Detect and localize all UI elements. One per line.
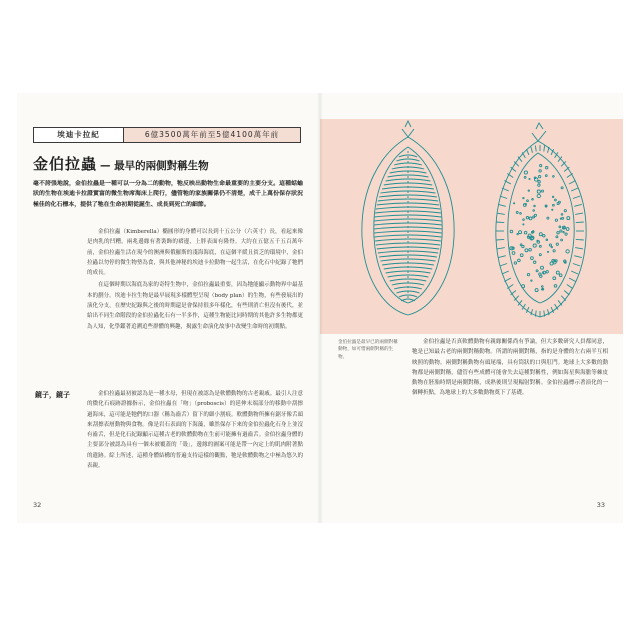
texture-dot	[529, 178, 530, 179]
body-paragraph-1: 金伯拉蟲（Kimberella）橢圓形的身體可以長到十五公分（六英寸）長，看起來像是肉乳的凹糟，兩兆邊緣有著裝飾的褶邊，上胖表面有隆脊。大約在五億五千五百萬年前，金伯拉蟲生活在現今的澳洲與俄羅斯的淺海海底，在這個平緩且貧乏的環境中，金伯拉蟲以勿停的微生物墊為食，與其他神秘的埃迪卡拉動物一起生活，在化石中紀錄了牠們的成長。	[87, 229, 303, 277]
body-paragraph-3: 金伯拉蟲最初被認為是一種水母，但現在被認為是軟體動物的古老親戚。最引人注意的微化石痕跡證據指示，金伯拉蟲在「吻」（proboscis）的延伸末端部分的移動中刮擦過海床，這可能是牠們的口器（稱為齒舌）留下的細小割痕。軟體動物所擁有鋸牙像舌頭來刮擦表層動物與食物。像是岩石表面的下海藻，雖然保存下來的金伯拉蟲化石身上並沒有齒舌，但是化石紀錄顯示這種古老的軟體動物在生前可能擁有過齒舌。金伯拉蟲身體的主要部分被認為具有一個未被覆蓋的「殼」，邊緣的圖案可能是帶一內定上的肌肉附著點的遺跡。綜上所述，這種身體結構的普遍支持這樣的觀點，牠是軟體動物之中極為悠久的表親。	[87, 391, 303, 470]
texture-dot	[531, 280, 532, 281]
frill-line	[576, 239, 584, 240]
frill-line	[502, 271, 509, 274]
era-name: 埃迪卡拉紀	[34, 128, 124, 142]
title-subtitle: — 最早的兩側對稱生物	[100, 160, 209, 172]
texture-dot	[529, 217, 532, 220]
texture-dot	[554, 285, 557, 288]
book-spread	[17, 93, 623, 523]
frill-line	[526, 149, 529, 155]
texture-dot	[558, 201, 560, 203]
texture-dot	[542, 190, 544, 192]
texture-dot	[540, 165, 542, 167]
texture-dot	[527, 200, 529, 202]
texture-dot	[539, 233, 542, 236]
rib-line	[396, 159, 419, 161]
texture-dot	[524, 177, 526, 179]
texture-dot	[537, 190, 540, 193]
texture-dot	[520, 213, 522, 215]
texture-dot	[556, 243, 558, 245]
texture-dot	[564, 227, 566, 229]
texture-dot	[536, 270, 538, 272]
texture-dot	[534, 205, 536, 207]
frill-line	[561, 296, 566, 301]
texture-dot	[523, 197, 524, 198]
frill-line	[571, 188, 578, 191]
page-number-left: 32	[33, 501, 42, 509]
book-gutter	[317, 93, 323, 523]
texture-dot	[563, 232, 564, 233]
texture-dot	[517, 233, 518, 234]
left-page	[17, 93, 320, 523]
texture-dot	[528, 190, 529, 191]
texture-dot	[565, 233, 567, 235]
right-body-paragraph: 金伯拉蟲是否真軟體動物有親緣關係尚有爭論，但大多數研究人員都同意，牠是已知最古老的兩側對稱動物。所謂的兩側對稱，指的是身體的左右兩半互相映照的動物。兩側對稱動物有頭尾端，具有筒狀的口與肛門。地球上大多數的動物都是兩側對稱，儘管有些成體可能會失去這種對稱性，例如海星與海膽等棘皮動物在胚胎時期是兩側對稱，成熟後則呈現輻射對稱。金伯拉蟲標示著演化的一個轉折點，為地球上的大多數動物奠下了基礎。	[412, 339, 608, 397]
frill-line	[497, 213, 505, 214]
texture-dot	[557, 232, 559, 234]
texture-dot	[524, 231, 527, 234]
frill-line	[567, 174, 573, 178]
kimberella-drawing	[320, 119, 623, 334]
frill-line	[564, 291, 569, 295]
texture-dot	[520, 254, 523, 257]
texture-dot	[526, 217, 528, 219]
rib-line	[386, 179, 431, 181]
texture-dot	[555, 219, 557, 221]
texture-dot	[550, 262, 553, 265]
texture-dot	[551, 246, 552, 247]
texture-dot	[535, 289, 538, 292]
frill-line	[575, 213, 583, 214]
texture-dot	[522, 285, 525, 288]
texture-dot	[534, 261, 536, 263]
texture-dot	[560, 230, 562, 232]
texture-dot	[538, 181, 540, 183]
texture-dot	[549, 244, 551, 246]
texture-dot	[514, 203, 515, 204]
texture-dot	[531, 257, 534, 260]
texture-dot	[556, 236, 558, 238]
texture-dot	[567, 217, 570, 220]
texture-dot	[539, 254, 541, 256]
texture-dot	[533, 244, 536, 247]
texture-dot	[553, 176, 555, 178]
texture-dot	[560, 218, 561, 219]
texture-dot	[542, 286, 544, 288]
texture-dot	[527, 273, 529, 275]
frill-line	[567, 285, 573, 289]
frill-line	[496, 239, 504, 240]
frill-line	[544, 146, 545, 152]
page-number-right: 33	[596, 501, 605, 509]
rib-line	[394, 163, 422, 165]
texture-dot	[555, 199, 557, 201]
texture-dot	[546, 271, 548, 273]
body-paragraph-2: 在這個時期以海底為家的奇特生物中，金伯拉蟲最重要，因為牠能顯示動物界中最基本的劃分。埃迪卡拉生物是最早展現多樣體型呈現（body plan）的生物，有些發展出的演化分支，在歷史紀錄與之後的時期還是會保持很多年樣化，有些則消亡但沒有後代，並給出不同生命階段的金伯拉蟲化石有一半多作，這種生物能比同時期的其他許多生物都更為人知，化學鑑著追溯追些群體的興趣，揭露生命演化故事中改變生命時的初期點。	[87, 282, 303, 330]
rib-line	[392, 283, 424, 285]
frill-line	[575, 248, 583, 249]
texture-dot	[519, 231, 522, 234]
texture-dot	[533, 210, 535, 212]
texture-dot	[541, 266, 544, 269]
specimen-left	[362, 121, 454, 315]
rib-line	[384, 183, 432, 185]
body-column	[87, 227, 303, 334]
frill-line	[500, 264, 507, 267]
texture-dot	[510, 230, 513, 233]
era-range: 6億3500萬年前至5億4100萬年前	[124, 128, 300, 142]
texture-dot	[553, 277, 556, 280]
texture-dot	[518, 259, 521, 262]
texture-dot	[512, 252, 515, 255]
frill-line	[573, 196, 580, 199]
frill-line	[498, 204, 506, 206]
texture-dot	[546, 239, 548, 241]
texture-dot	[553, 204, 555, 206]
texture-dot	[545, 175, 547, 177]
frill-line	[574, 204, 582, 206]
texture-dot	[520, 244, 522, 246]
texture-dot	[522, 245, 524, 247]
frill-line	[576, 222, 584, 223]
rib-line	[374, 223, 442, 225]
texture-dot	[547, 217, 549, 219]
page-title	[33, 153, 313, 174]
frill-line	[500, 196, 507, 199]
texture-dot	[552, 196, 553, 197]
texture-dot	[566, 228, 569, 231]
texture-dot	[539, 245, 541, 247]
frill-line	[571, 271, 578, 274]
title-main: 金伯拉蟲	[33, 155, 98, 173]
texture-dot	[546, 167, 548, 169]
texture-dot	[556, 271, 559, 274]
figure-caption: 金伯拉蟲是最早已的兩側對稱動物，如可惜兩側對稱的生物。	[338, 340, 398, 360]
texture-dot	[559, 226, 561, 228]
frill-line	[497, 248, 505, 249]
texture-dot	[553, 250, 555, 252]
specimen-illustration	[320, 119, 623, 334]
texture-dot	[538, 175, 540, 177]
texture-dot	[523, 219, 525, 221]
texture-dot	[561, 187, 563, 189]
texture-dot	[564, 210, 566, 212]
frill-line	[531, 147, 533, 153]
texture-dot	[524, 171, 527, 174]
frill-line	[574, 256, 582, 258]
specimen-right-texture	[510, 165, 570, 292]
texture-dot	[562, 217, 564, 219]
frill-line	[498, 256, 506, 258]
texture-dot	[532, 198, 534, 200]
rib-line	[390, 279, 427, 281]
frill-line	[573, 264, 580, 267]
rib-line	[378, 199, 438, 201]
frill-line	[535, 146, 536, 152]
section-subheading: 鏡子，鏡子	[35, 391, 70, 399]
texture-dot	[533, 216, 535, 218]
texture-dot	[566, 250, 569, 253]
texture-dot	[552, 209, 553, 210]
frill-line	[496, 222, 504, 223]
rib-line	[374, 219, 442, 221]
texture-dot	[537, 194, 540, 197]
rib-line	[377, 203, 439, 205]
rib-line	[376, 243, 440, 245]
frill-line	[569, 278, 576, 282]
frill-line	[569, 181, 576, 185]
texture-dot	[543, 235, 545, 237]
texture-dot	[561, 214, 563, 216]
texture-dot	[547, 251, 548, 252]
rib-line	[381, 259, 436, 261]
era-header	[33, 127, 301, 143]
texture-dot	[561, 239, 563, 241]
right-page	[320, 93, 623, 523]
lead-paragraph: 毫不誇張地說，金伯拉蟲是一種可以一分為二的動物，牠反映出動物生命最重要的主要分支。這種蛞蝓狀的生物在埃迪卡拉證實富的微生物席海床上爬行，儘管牠的家族關係仍不清楚，成千上萬份保存狀況極佳的化石標本，提供了牠在生命初期從誕生、成長到死亡的細節。	[33, 181, 303, 208]
texture-dot	[529, 248, 532, 251]
texture-dot	[525, 249, 528, 252]
texture-dot	[514, 262, 516, 264]
rib-line	[375, 239, 441, 241]
texture-dot	[559, 274, 562, 277]
texture-dot	[523, 224, 524, 225]
texture-dot	[539, 170, 541, 172]
texture-dot	[538, 184, 540, 186]
texture-dot	[516, 211, 518, 213]
frill-line	[504, 278, 511, 282]
rib-line	[382, 263, 434, 265]
texture-dot	[539, 273, 541, 275]
